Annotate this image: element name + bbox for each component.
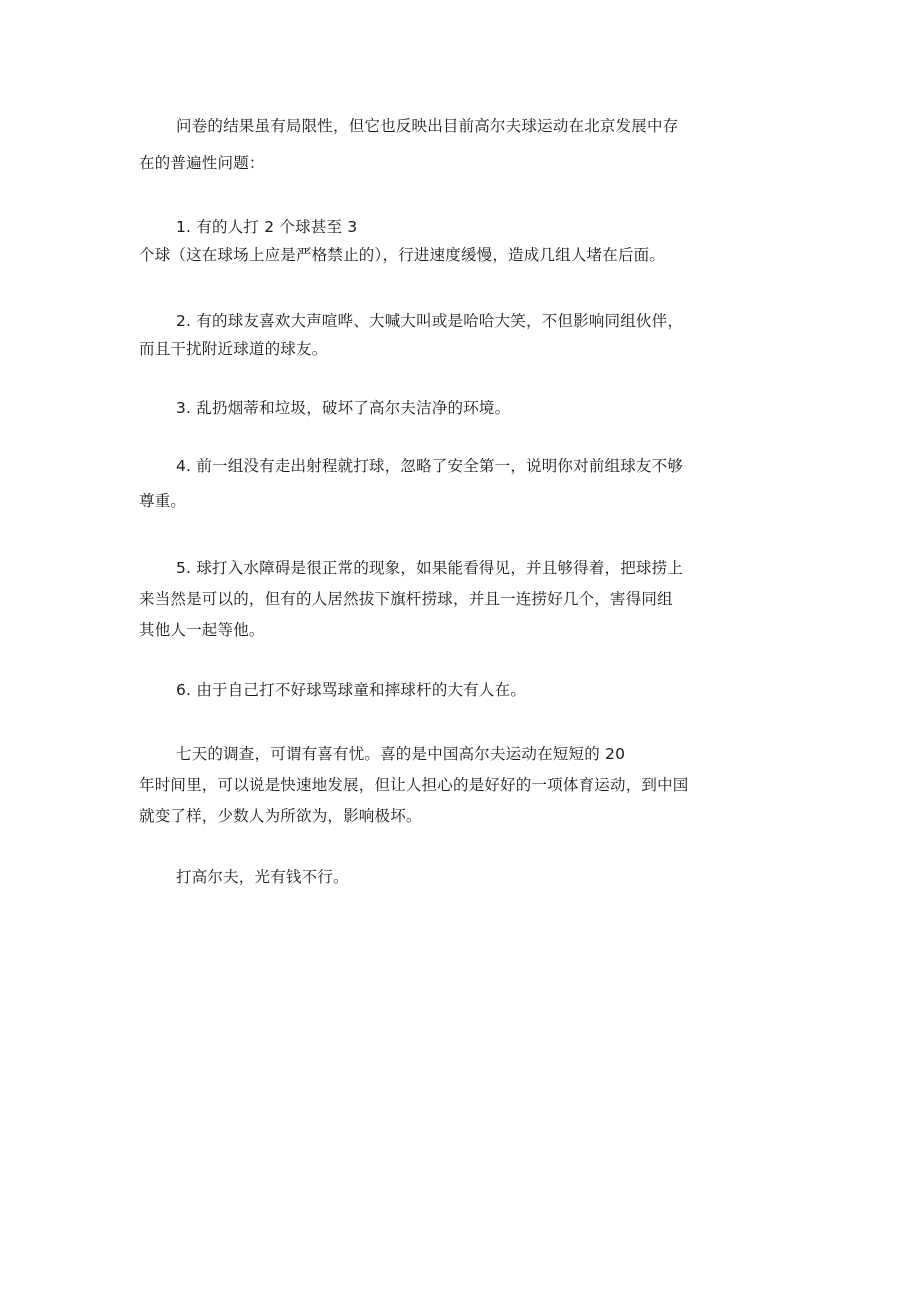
item-4-line-1: 4. 前一组没有走出射程就打球，忽略了安全第一，说明你对前组球友不够 [176,457,684,475]
item-2-line-2: 而且干扰附近球道的球友。 [139,340,328,358]
intro-line-1: 问卷的结果虽有局限性，但它也反映出目前高尔夫球运动在北京发展中存 [176,117,679,135]
item-6-line-1: 6. 由于自己打不好球骂球童和摔球杆的大有人在。 [176,681,527,699]
item-5-line-2: 来当然是可以的，但有的人居然拔下旗杆捞球，并且一连捞好几个，害得同组 [139,590,673,608]
item-5-line-3: 其他人一起等他。 [139,621,265,639]
item-4-line-2: 尊重。 [139,492,187,510]
item-1-line-2: 个球（这在球场上应是严格禁止的），行进速度缓慢，造成几组人堵在后面。 [139,246,666,264]
summary-line-2: 年时间里，可以说是快速地发展，但让人担心的是好好的一项体育运动，到中国 [139,776,689,794]
item-2-line-1: 2. 有的球友喜欢大声喧哗、大喊大叫或是哈哈大笑，不但影响同组伙伴， [176,312,684,330]
item-5-line-1: 5. 球打入水障碍是很正常的现象，如果能看得见，并且够得着，把球捞上 [176,559,684,577]
summary-line-3: 就变了样，少数人为所欲为，影响极坏。 [139,807,422,825]
summary-line-1: 七天的调查，可谓有喜有忧。喜的是中国高尔夫运动在短短的 20 [176,745,626,763]
conclusion-line-1: 打高尔夫，光有钱不行。 [176,868,349,886]
intro-line-2: 在的普遍性问题： [139,154,265,172]
item-3-line-1: 3. 乱扔烟蒂和垃圾，破坏了高尔夫洁净的环境。 [176,399,511,417]
item-1-line-1: 1. 有的人打 2 个球甚至 3 [176,218,358,236]
